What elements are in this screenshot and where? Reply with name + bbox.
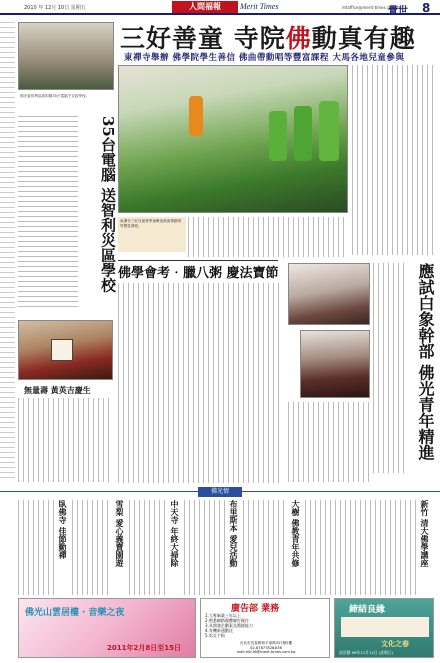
bl-column-3: 布里斯本 愛兒活動	[229, 500, 239, 567]
photo-caption-box	[118, 217, 186, 252]
culture-ad-panel	[341, 617, 429, 637]
concert-ad-title: 佛光山雲居樓 ‧ 音樂之夜	[25, 608, 125, 618]
left-margin-text	[0, 22, 15, 482]
concert-ad[interactable]	[18, 598, 196, 658]
section-name: 覺世	[388, 6, 408, 17]
bl-column-4: 中天寺 年終大掃除	[170, 500, 180, 567]
computer-photo-caption: 佛光會智利協會捐贈35台電腦予災區學校。	[20, 94, 90, 98]
culture-ad-title: 締結良緣	[349, 605, 386, 615]
porridge-headline: 佛學會考‧臘八粥 慶法寶節	[118, 266, 279, 281]
calligraphy-caption: 無量壽 黃英吉慶生	[24, 386, 91, 395]
bl-text-4	[129, 500, 167, 595]
computer-article-headline: 35台電腦 送智利災區學校	[99, 116, 117, 293]
newspaper-logo-en: Merit Times	[240, 2, 279, 11]
bl-text-2	[243, 500, 288, 595]
bl-column-2: 大樹 佛教青年共修	[291, 500, 301, 567]
exam-photo-2	[300, 330, 370, 398]
recruit-address: 台北市長春路和平東路327號5樓	[239, 641, 293, 645]
bl-text-1	[305, 500, 417, 595]
article-divider	[118, 260, 278, 261]
exam-headline: 應試白象幹部 佛光青年精進	[416, 263, 435, 461]
culture-ad[interactable]	[334, 598, 434, 658]
calligraphy-photo	[18, 320, 113, 380]
page-number: 8	[422, 1, 431, 15]
exam-article-text-b	[288, 402, 370, 482]
recruit-line: 1.大專畢業三年以上	[205, 613, 241, 618]
main-headline	[120, 19, 416, 55]
main-photo-caption: 東禪寺三好兒童營學童參加佛曲帶動唱等豐富課程。	[120, 219, 182, 229]
recruit-line: 5.男女不拘	[205, 633, 225, 638]
calligraphy-article-text	[18, 398, 113, 482]
porridge-article-text	[118, 283, 283, 483]
bl-column-6: 臥佛寺 佳節勤禪	[58, 500, 68, 559]
culture-ad-sub: 文化之春	[381, 640, 409, 648]
exam-photo	[288, 263, 370, 325]
main-article-text-a	[188, 217, 348, 257]
bl-text-3	[184, 500, 226, 595]
bl-text-6	[18, 500, 55, 595]
headline-red-char: 佛	[285, 24, 312, 53]
buddha-light-tag: 佛光情	[198, 487, 242, 497]
contact-email: mtoffice@merit-times.com.tw	[342, 5, 402, 10]
headline-part-a: 三好善童 寺院	[120, 24, 286, 53]
bl-column-1: 新竹 清大佛學講座	[420, 500, 430, 567]
bl-text-5	[72, 500, 112, 595]
concert-ad-date: 2011年2月8日至15日	[107, 644, 181, 652]
recruit-line: 3.具開發企劃案及簡報能力	[205, 623, 253, 628]
child-figure	[269, 111, 287, 161]
issue-date: 2010 年 12月 10日 星期五	[24, 5, 86, 11]
calligraphy-scroll	[51, 339, 73, 361]
recruitment-ad[interactable]	[200, 598, 330, 658]
computer-article-text	[18, 116, 78, 311]
recruit-line: 4.有機車通勤佳	[205, 628, 233, 633]
recruit-mail[interactable]: mail:mtr16@merit-times.com.tw	[236, 650, 296, 654]
main-article-photo	[118, 65, 348, 213]
teacher-figure	[189, 96, 203, 136]
child-figure	[294, 106, 312, 161]
recruitment-ad-list	[205, 613, 325, 638]
headline-part-b: 動真有趣	[311, 24, 416, 53]
main-article-text-b	[352, 65, 434, 255]
exam-article-text	[373, 263, 406, 473]
child-figure	[319, 101, 339, 161]
newspaper-logo: 人間福報	[172, 1, 238, 13]
recruit-line: 2.熟悉網路媒體廣告操作	[205, 618, 249, 623]
recruitment-contact	[205, 641, 327, 655]
bl-column-5: 雪梨 愛心義賣園遊	[115, 500, 125, 567]
computer-donation-photo	[18, 22, 114, 90]
main-subheadline: 東禪寺舉辦 佛學院學生善信 佛曲帶動唱等豐富課程 大馬各地兒童參與	[124, 53, 405, 63]
recruit-phone: 02-87877828#36	[250, 645, 282, 650]
recruitment-ad-title: 廣告部 業務	[231, 604, 280, 614]
culture-ad-date: 前洽藝 99年12月12日 (星期日)	[339, 650, 394, 655]
